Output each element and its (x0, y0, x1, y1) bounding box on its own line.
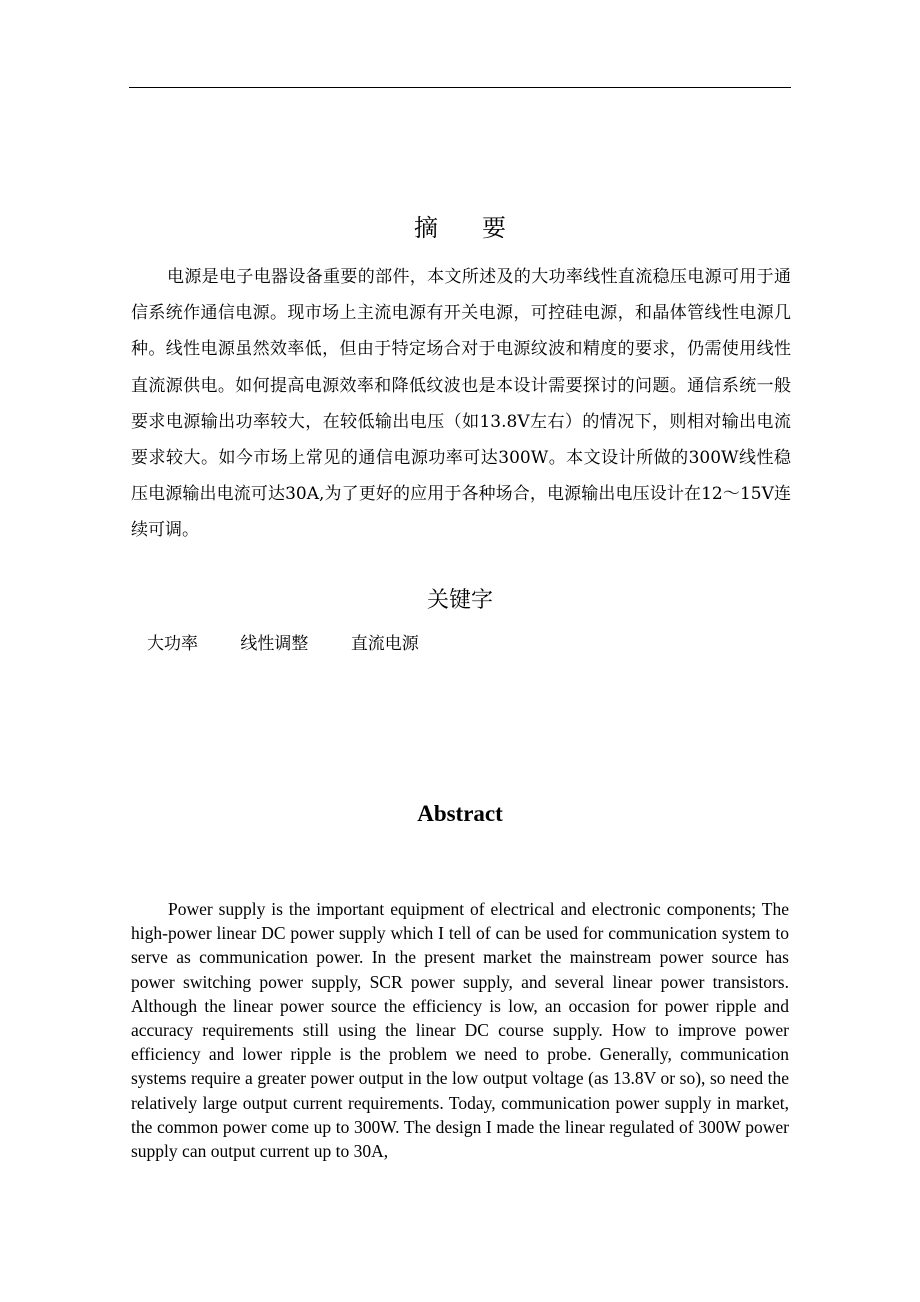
english-abstract-body: Power supply is the important equipment of electrical and electronic components; The high-power linear DC power supply which I tell of can be used for communication system to serve as communication power. In the present market the mainstream power source has power switching power supply, SCR power supply, and several linear power transistors. Although the linear power source the efficiency is low, an occasion for power ripple and accuracy requirements still using the linear DC course supply. How to improve power efficiency and lower ripple is the problem we need to probe. Generally, communication systems require a greater power output in the low output voltage (as 13.8V or so), so need the relatively large output current requirements. Today, communication power supply in market, the common power come up to 300W. The design I made the linear regulated of 300W power supply can output current up to 30A, (131, 899, 789, 1162)
chinese-abstract-body: 电源是电子电器设备重要的部件，本文所述及的大功率线性直流稳压电源可用于通信系统作通信电源。现市场上主流电源有开关电源，可控硅电源，和晶体管线性电源几种。线性电源虽然效率低，但由于特定场合对于电源纹波和精度的要求，仍需使用线性直流源供电。如何提高电源效率和降低纹波也是本设计需要探讨的问题。通信系统一般要求电源输出功率较大，在较低输出电压（如13.8V左右）的情况下，则相对输出电流要求较大。如今市场上常见的通信电源功率可达300W。本文设计所做的300W线性稳压电源输出电流可达30A,为了更好的应用于各种场合，电源输出电压设计在12～15V连续可调。 (131, 267, 791, 541)
keywords-list (147, 630, 419, 658)
title-char-2: 要 (482, 214, 506, 242)
header-rule (129, 87, 791, 88)
keyword-item: 大功率 (147, 634, 198, 654)
english-abstract-title: Abstract (417, 801, 503, 826)
keyword-item: 直流电源 (350, 634, 419, 654)
keywords-title: 关键字 (426, 588, 493, 613)
title-char-1: 摘 (414, 214, 438, 242)
chinese-abstract-title (0, 212, 920, 244)
keyword-item: 线性调整 (240, 634, 309, 654)
